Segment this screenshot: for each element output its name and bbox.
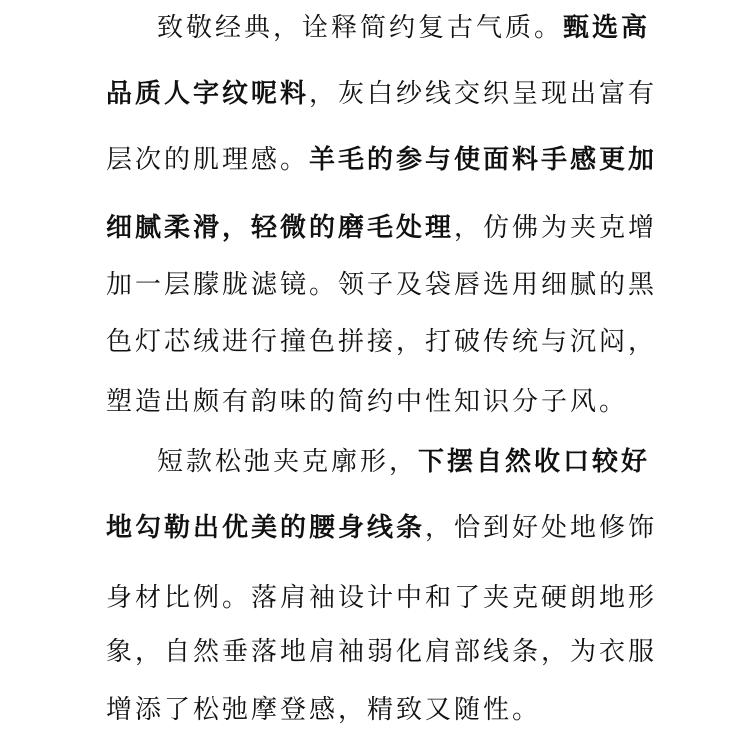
text-line bbox=[106, 140, 666, 180]
text-line bbox=[106, 578, 666, 618]
text-run: 加一层朦胧滤镜。领子及袋唇选用细腻的黑 bbox=[106, 270, 658, 300]
text-run: 象，自然垂落地肩袖弱化肩部线条，为衣服 bbox=[106, 637, 658, 667]
text-run: 层次的肌理感。 bbox=[106, 145, 310, 175]
text-line bbox=[106, 382, 666, 422]
text-run: 色灯芯绒进行撞色拼接，打破传统与沉闷， bbox=[106, 327, 658, 357]
text-run: ，恰到好处地修饰 bbox=[425, 513, 658, 543]
text-run: 塑造出颇有韵味的简约中性知识分子风。 bbox=[106, 387, 629, 417]
text-run: 身材比例。落肩袖设计中和了夹克硬朗地形 bbox=[106, 583, 658, 613]
text-line bbox=[106, 208, 666, 248]
text-line bbox=[106, 508, 666, 548]
bold-text-run: 细腻柔滑，轻微的磨毛处理 bbox=[106, 213, 455, 243]
text-line bbox=[106, 74, 666, 114]
text-run: 增添了松弛摩登感，精致又随性。 bbox=[106, 695, 542, 725]
text-line bbox=[106, 265, 666, 305]
text-run: 致敬经典，诠释简约复古气质。 bbox=[157, 13, 564, 43]
bold-text-run: 品质人字纹呢料 bbox=[106, 79, 310, 109]
bold-text-run: 地勾勒出优美的腰身线条 bbox=[106, 513, 426, 543]
bold-text-run: 甄选高 bbox=[563, 13, 651, 43]
bold-text-run: 下摆自然收口较好 bbox=[418, 447, 651, 477]
text-line bbox=[106, 690, 666, 730]
text-line bbox=[106, 632, 666, 672]
text-line bbox=[157, 442, 717, 482]
text-run: 短款松弛夹克廓形， bbox=[157, 447, 419, 477]
bold-text-run: 羊毛的参与使面料手感更加 bbox=[309, 145, 658, 175]
text-line bbox=[106, 322, 666, 362]
text-line bbox=[157, 8, 717, 48]
text-run: ，仿佛为夹克增 bbox=[454, 213, 658, 243]
text-run: ，灰白纱线交织呈现出富有 bbox=[309, 79, 658, 109]
